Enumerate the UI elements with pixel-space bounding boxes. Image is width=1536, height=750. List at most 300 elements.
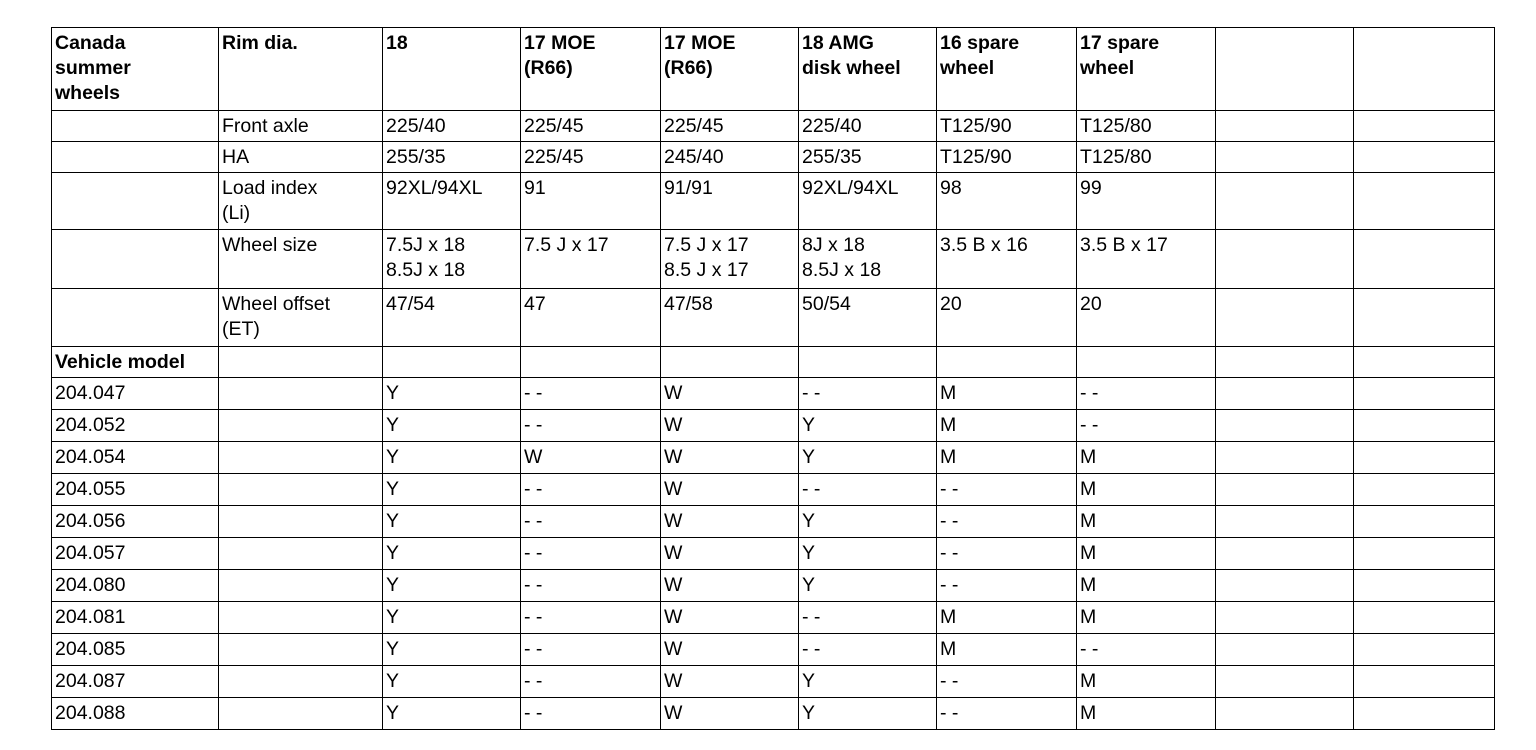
vehicle-fitment-cell-line-1: W [664, 670, 683, 692]
spec-value-cell-line-1: 3.5 B x 17 [1080, 234, 1168, 256]
vehicle-fitment-cell-line-1: - - [524, 382, 543, 404]
vehicle-fitment-cell-line-1: Y [386, 638, 400, 660]
spec-value-cell-line-1: 20 [1080, 293, 1102, 315]
vehicle-model-code-line-1: 204.047 [55, 382, 126, 404]
spec-value-cell [521, 111, 661, 142]
vehicle-rim-blank-cell [219, 506, 383, 538]
header-rim-cell [219, 28, 383, 111]
header-column-7 [1216, 28, 1354, 111]
vehicle-row [52, 506, 1495, 538]
header-column-1 [383, 28, 521, 111]
vehicle-model-code-line-1: 204.081 [55, 606, 126, 628]
vehicle-fitment-cell [1216, 570, 1354, 602]
vehicle-fitment-cell [1354, 474, 1495, 506]
vehicle-fitment-cell [799, 410, 937, 442]
vehicle-fitment-cell [661, 378, 799, 410]
header-column-5 [937, 28, 1077, 111]
spec-value-cell [799, 111, 937, 142]
spec-value-cell-line-1: 7.5J x 18 [386, 234, 466, 256]
spec-value-cell [937, 173, 1077, 230]
spec-row-label-line-1: Front axle [222, 115, 309, 137]
spec-row-label-line-1: Wheel offset [222, 293, 331, 315]
vehicle-model-code [52, 410, 219, 442]
header-column-4-line-1: 18 AMG [802, 32, 874, 54]
vehicle-model-code [52, 538, 219, 570]
vehicle-fitment-cell-line-1: - - [940, 478, 959, 500]
spec-value-cell-line-1: T125/90 [940, 115, 1012, 137]
spec-value-cell [1354, 142, 1495, 173]
vehicle-fitment-cell [521, 634, 661, 666]
vehicle-fitment-cell [1354, 666, 1495, 698]
spec-value-cell-line-1: 91/91 [664, 177, 713, 199]
vehicle-fitment-cell [1077, 538, 1216, 570]
spec-value-cell-line-1: 92XL/94XL [802, 177, 899, 199]
vehicle-fitment-cell-line-1: - - [802, 382, 821, 404]
vehicle-row [52, 410, 1495, 442]
spec-value-cell-line-1: 255/35 [386, 146, 446, 168]
spec-value-cell [383, 142, 521, 173]
vehicle-fitment-cell [937, 602, 1077, 634]
vehicle-fitment-cell [1216, 378, 1354, 410]
spec-value-cell [1354, 173, 1495, 230]
spec-row-blank-cell [52, 289, 219, 347]
vehicle-fitment-cell [799, 378, 937, 410]
vehicle-fitment-cell [799, 698, 937, 730]
vehicle-rim-blank-cell [219, 570, 383, 602]
spec-value-cell-line-1: 47/54 [386, 293, 435, 315]
spec-value-cell-line-2: 8.5J x 18 [386, 259, 466, 281]
vehicle-fitment-cell [799, 506, 937, 538]
vehicle-model-code [52, 570, 219, 602]
vehicle-fitment-cell [1354, 570, 1495, 602]
vehicle-model-code [52, 698, 219, 730]
vehicle-row [52, 442, 1495, 474]
spec-row-offset [52, 289, 1495, 347]
spec-value-cell [521, 289, 661, 347]
spec-value-cell-line-1: 245/40 [664, 146, 724, 168]
vehicle-fitment-cell-line-1: M [1080, 606, 1097, 628]
spec-value-cell [1077, 142, 1216, 173]
spec-value-cell [937, 111, 1077, 142]
vehicle-fitment-cell [521, 474, 661, 506]
vehicle-fitment-cell-line-1: - - [524, 414, 543, 436]
spec-value-cell [1077, 173, 1216, 230]
spec-row-label-line-1: HA [222, 146, 250, 168]
spec-value-cell [661, 173, 799, 230]
vehicle-fitment-cell-line-1: Y [386, 510, 400, 532]
vehicle-fitment-cell [1216, 666, 1354, 698]
vehicle-fitment-cell [661, 666, 799, 698]
vehicle-fitment-cell [383, 538, 521, 570]
header-column-2-line-1: 17 MOE [524, 32, 596, 54]
vehicle-fitment-cell [521, 570, 661, 602]
vehicle-fitment-cell-line-1: W [664, 446, 683, 468]
vehicle-model-code-line-1: 204.085 [55, 638, 126, 660]
vehicle-rim-blank-cell [219, 666, 383, 698]
vehicle-fitment-cell-line-1: - - [1080, 638, 1099, 660]
vehicle-model-blank-cell [1354, 347, 1495, 378]
vehicle-fitment-cell-line-1: Y [802, 670, 816, 692]
vehicle-model-label [52, 347, 219, 378]
spec-value-cell [1216, 142, 1354, 173]
spec-value-cell [383, 173, 521, 230]
vehicle-fitment-cell [661, 602, 799, 634]
vehicle-fitment-cell-line-1: W [664, 382, 683, 404]
spec-value-cell [1354, 289, 1495, 347]
spec-value-cell-line-1: 225/40 [802, 115, 862, 137]
vehicle-fitment-cell [1216, 442, 1354, 474]
vehicle-model-code [52, 634, 219, 666]
spec-value-cell-line-1: T125/90 [940, 146, 1012, 168]
vehicle-fitment-cell [521, 378, 661, 410]
vehicle-fitment-cell-line-1: Y [386, 382, 400, 404]
spec-row-blank-cell [52, 142, 219, 173]
vehicle-fitment-cell-line-1: Y [386, 702, 400, 724]
vehicle-fitment-cell-line-1: Y [802, 510, 816, 532]
vehicle-fitment-cell [937, 634, 1077, 666]
header-column-6 [1077, 28, 1216, 111]
vehicle-fitment-cell [661, 634, 799, 666]
header-rim-cell-line-1: Rim dia. [222, 32, 298, 54]
spec-value-cell-line-1: 7.5 J x 17 [524, 234, 609, 256]
vehicle-model-blank-cell [521, 347, 661, 378]
vehicle-fitment-cell [1077, 698, 1216, 730]
spec-value-cell [521, 230, 661, 289]
vehicle-fitment-cell [937, 506, 1077, 538]
vehicle-rim-blank-cell [219, 538, 383, 570]
vehicle-fitment-cell [1216, 506, 1354, 538]
header-corner-cell-line-1: Canada [55, 32, 126, 54]
header-corner-cell-line-3: wheels [55, 82, 121, 104]
vehicle-model-blank-cell [799, 347, 937, 378]
header-corner-cell-line-2: summer [55, 57, 131, 79]
spec-value-cell-line-1: 7.5 J x 17 [664, 234, 749, 256]
vehicle-row [52, 602, 1495, 634]
vehicle-fitment-cell-line-1: M [1080, 542, 1097, 564]
vehicle-fitment-cell-line-1: M [1080, 574, 1097, 596]
vehicle-fitment-cell [383, 442, 521, 474]
vehicle-model-code-line-1: 204.057 [55, 542, 126, 564]
vehicle-fitment-cell [1077, 410, 1216, 442]
vehicle-row [52, 570, 1495, 602]
vehicle-fitment-cell-line-1: M [940, 606, 957, 628]
vehicle-fitment-cell [937, 474, 1077, 506]
spec-value-cell-line-1: 91 [524, 177, 546, 199]
vehicle-fitment-cell [383, 410, 521, 442]
vehicle-fitment-cell-line-1: W [664, 542, 683, 564]
spec-value-cell [937, 289, 1077, 347]
header-column-6-line-1: 17 spare [1080, 32, 1160, 54]
spec-row-label [219, 142, 383, 173]
vehicle-fitment-cell [521, 410, 661, 442]
spec-value-cell-line-1: 92XL/94XL [386, 177, 483, 199]
spec-value-cell [383, 230, 521, 289]
vehicle-model-blank-cell [661, 347, 799, 378]
spec-row-label [219, 230, 383, 289]
vehicle-model-blank-cell [383, 347, 521, 378]
vehicle-model-blank-cell [1216, 347, 1354, 378]
spec-value-cell-line-1: 50/54 [802, 293, 851, 315]
vehicle-row [52, 698, 1495, 730]
spec-value-cell [383, 111, 521, 142]
vehicle-rim-blank-cell [219, 634, 383, 666]
spec-value-cell [1216, 173, 1354, 230]
header-column-2 [521, 28, 661, 111]
vehicle-model-code [52, 474, 219, 506]
vehicle-fitment-cell [1077, 474, 1216, 506]
vehicle-fitment-cell-line-1: M [940, 638, 957, 660]
vehicle-fitment-cell [1077, 442, 1216, 474]
vehicle-model-code-line-1: 204.056 [55, 510, 126, 532]
spec-value-cell-line-1: 3.5 B x 16 [940, 234, 1028, 256]
vehicle-fitment-cell-line-1: - - [802, 606, 821, 628]
vehicle-fitment-cell [383, 378, 521, 410]
vehicle-model-code-line-1: 204.080 [55, 574, 126, 596]
spec-value-cell-line-1: 225/45 [664, 115, 724, 137]
header-column-4 [799, 28, 937, 111]
vehicle-model-code-line-1: 204.055 [55, 478, 126, 500]
vehicle-fitment-cell-line-1: W [664, 510, 683, 532]
spec-row-size [52, 230, 1495, 289]
vehicle-row [52, 378, 1495, 410]
vehicle-fitment-cell [661, 698, 799, 730]
vehicle-fitment-cell [521, 666, 661, 698]
spec-value-cell-line-2: 8.5 J x 17 [664, 259, 749, 281]
header-column-6-line-2: wheel [1080, 57, 1135, 79]
vehicle-fitment-cell-line-1: M [1080, 446, 1097, 468]
vehicle-rim-blank-cell [219, 410, 383, 442]
vehicle-fitment-cell-line-1: Y [386, 414, 400, 436]
vehicle-fitment-cell [661, 570, 799, 602]
header-column-3-line-2: (R66) [664, 57, 713, 79]
vehicle-model-code [52, 506, 219, 538]
header-column-2-line-2: (R66) [524, 57, 573, 79]
vehicle-fitment-cell-line-1: - - [1080, 382, 1099, 404]
vehicle-fitment-cell [383, 570, 521, 602]
spec-row-label-line-2: (Li) [222, 202, 251, 224]
vehicle-rim-blank-cell [219, 442, 383, 474]
vehicle-model-code [52, 442, 219, 474]
spec-row-label-line-2: (ET) [222, 318, 260, 340]
spec-value-cell [799, 173, 937, 230]
vehicle-fitment-cell [799, 634, 937, 666]
header-column-5-line-1: 16 spare [940, 32, 1020, 54]
spec-value-cell-line-1: 225/45 [524, 146, 584, 168]
vehicle-fitment-cell [1077, 570, 1216, 602]
vehicle-fitment-cell [383, 506, 521, 538]
spec-value-cell-line-1: 8J x 18 [802, 234, 865, 256]
vehicle-fitment-cell [521, 602, 661, 634]
spec-value-cell-line-1: 47/58 [664, 293, 713, 315]
vehicle-model-code [52, 666, 219, 698]
vehicle-fitment-cell-line-1: - - [524, 574, 543, 596]
vehicle-fitment-cell-line-1: - - [524, 478, 543, 500]
vehicle-fitment-cell [1354, 410, 1495, 442]
vehicle-fitment-cell [1354, 634, 1495, 666]
spec-value-cell [1077, 289, 1216, 347]
vehicle-fitment-cell-line-1: W [664, 638, 683, 660]
spec-value-cell [661, 230, 799, 289]
spec-value-cell [1216, 111, 1354, 142]
spec-row-label-line-1: Load index [222, 177, 318, 199]
vehicle-fitment-cell-line-1: - - [524, 606, 543, 628]
spec-value-cell [937, 142, 1077, 173]
spec-value-cell [1216, 230, 1354, 289]
spec-value-cell-line-2: 8.5J x 18 [802, 259, 882, 281]
vehicle-fitment-cell-line-1: M [1080, 670, 1097, 692]
spec-value-cell-line-1: T125/80 [1080, 115, 1152, 137]
vehicle-fitment-cell [1354, 698, 1495, 730]
spec-value-cell [937, 230, 1077, 289]
header-column-3-line-1: 17 MOE [664, 32, 736, 54]
vehicle-rim-blank-cell [219, 474, 383, 506]
vehicle-fitment-cell [661, 442, 799, 474]
table-body [52, 28, 1495, 730]
spec-value-cell [661, 142, 799, 173]
spec-value-cell [1354, 230, 1495, 289]
vehicle-rim-blank-cell [219, 378, 383, 410]
vehicle-fitment-cell-line-1: - - [940, 510, 959, 532]
spec-value-cell [1216, 289, 1354, 347]
vehicle-fitment-cell [1077, 666, 1216, 698]
vehicle-fitment-cell-line-1: - - [940, 702, 959, 724]
spec-value-cell-line-1: 255/35 [802, 146, 862, 168]
vehicle-model-code-line-1: 204.052 [55, 414, 126, 436]
vehicle-fitment-cell [937, 442, 1077, 474]
vehicle-fitment-cell [1216, 634, 1354, 666]
spec-value-cell-line-1: 225/45 [524, 115, 584, 137]
spec-value-cell-line-1: 98 [940, 177, 962, 199]
canada-summer-wheels-table [51, 27, 1495, 730]
vehicle-fitment-cell [661, 410, 799, 442]
vehicle-fitment-cell [1354, 378, 1495, 410]
spec-row-blank-cell [52, 230, 219, 289]
vehicle-fitment-cell-line-1: W [664, 606, 683, 628]
spec-row-blank-cell [52, 173, 219, 230]
spec-value-cell-line-1: T125/80 [1080, 146, 1152, 168]
vehicle-fitment-cell [661, 506, 799, 538]
vehicle-row [52, 474, 1495, 506]
vehicle-fitment-cell-line-1: - - [940, 542, 959, 564]
vehicle-fitment-cell [1216, 698, 1354, 730]
spec-row-label-line-1: Wheel size [222, 234, 318, 256]
vehicle-fitment-cell [383, 602, 521, 634]
vehicle-fitment-cell [1216, 602, 1354, 634]
vehicle-model-blank-cell [219, 347, 383, 378]
vehicle-fitment-cell-line-1: Y [386, 574, 400, 596]
vehicle-fitment-cell-line-1: W [664, 414, 683, 436]
vehicle-fitment-cell-line-1: Y [386, 606, 400, 628]
vehicle-fitment-cell-line-1: Y [386, 542, 400, 564]
vehicle-rim-blank-cell [219, 602, 383, 634]
vehicle-model-blank-cell [1077, 347, 1216, 378]
vehicle-fitment-cell [799, 570, 937, 602]
vehicle-fitment-cell-line-1: - - [940, 574, 959, 596]
vehicle-fitment-cell-line-1: Y [802, 574, 816, 596]
vehicle-fitment-cell [1354, 506, 1495, 538]
vehicle-fitment-cell [1077, 506, 1216, 538]
vehicle-fitment-cell [383, 474, 521, 506]
vehicle-fitment-cell [937, 698, 1077, 730]
vehicle-fitment-cell-line-1: Y [802, 446, 816, 468]
header-column-8 [1354, 28, 1495, 111]
vehicle-fitment-cell [937, 410, 1077, 442]
vehicle-fitment-cell [937, 538, 1077, 570]
vehicle-fitment-cell [799, 442, 937, 474]
vehicle-row [52, 634, 1495, 666]
vehicle-fitment-cell-line-1: - - [1080, 414, 1099, 436]
vehicle-fitment-cell-line-1: Y [802, 414, 816, 436]
vehicle-fitment-cell [661, 474, 799, 506]
spec-row-blank-cell [52, 111, 219, 142]
vehicle-fitment-cell [1216, 410, 1354, 442]
spec-value-cell [661, 289, 799, 347]
vehicle-fitment-cell-line-1: - - [524, 670, 543, 692]
vehicle-fitment-cell [521, 538, 661, 570]
spec-value-cell-line-1: 99 [1080, 177, 1102, 199]
vehicle-fitment-cell [799, 602, 937, 634]
vehicle-fitment-cell-line-1: M [940, 382, 957, 404]
vehicle-fitment-cell-line-1: Y [386, 478, 400, 500]
header-column-3 [661, 28, 799, 111]
vehicle-fitment-cell-line-1: M [940, 414, 957, 436]
vehicle-fitment-cell [937, 570, 1077, 602]
vehicle-model-blank-cell [937, 347, 1077, 378]
spec-value-cell [1077, 111, 1216, 142]
spec-row-label [219, 173, 383, 230]
vehicle-row [52, 666, 1495, 698]
vehicle-model-code-line-1: 204.054 [55, 446, 126, 468]
vehicle-model-code-line-1: 204.088 [55, 702, 126, 724]
vehicle-fitment-cell [799, 666, 937, 698]
spec-value-cell [521, 142, 661, 173]
vehicle-fitment-cell-line-1: - - [524, 638, 543, 660]
vehicle-fitment-cell [383, 666, 521, 698]
vehicle-model-code [52, 602, 219, 634]
vehicle-fitment-cell-line-1: Y [802, 702, 816, 724]
header-row [52, 28, 1495, 111]
spec-value-cell [1354, 111, 1495, 142]
vehicle-fitment-cell [1216, 538, 1354, 570]
vehicle-fitment-cell [1354, 538, 1495, 570]
vehicle-fitment-cell-line-1: M [1080, 702, 1097, 724]
header-corner-cell [52, 28, 219, 111]
header-column-1-line-1: 18 [386, 32, 408, 54]
vehicle-fitment-cell [1077, 634, 1216, 666]
vehicle-fitment-cell [661, 538, 799, 570]
vehicle-fitment-cell [1077, 378, 1216, 410]
spec-value-cell [661, 111, 799, 142]
spec-value-cell-line-1: 225/40 [386, 115, 446, 137]
vehicle-fitment-cell-line-1: W [524, 446, 543, 468]
spec-row-load [52, 173, 1495, 230]
vehicle-fitment-cell-line-1: - - [802, 638, 821, 660]
vehicle-fitment-cell-line-1: M [940, 446, 957, 468]
vehicle-fitment-cell-line-1: M [1080, 510, 1097, 532]
spec-value-cell-line-1: 47 [524, 293, 546, 315]
vehicle-model-code-line-1: 204.087 [55, 670, 126, 692]
vehicle-fitment-cell [799, 474, 937, 506]
vehicle-fitment-cell [383, 698, 521, 730]
spec-row-label [219, 289, 383, 347]
spec-value-cell [799, 289, 937, 347]
spec-row-label [219, 111, 383, 142]
vehicle-fitment-cell [521, 442, 661, 474]
vehicle-model-code [52, 378, 219, 410]
vehicle-fitment-cell-line-1: W [664, 574, 683, 596]
vehicle-fitment-cell-line-1: - - [802, 478, 821, 500]
vehicle-fitment-cell [937, 666, 1077, 698]
